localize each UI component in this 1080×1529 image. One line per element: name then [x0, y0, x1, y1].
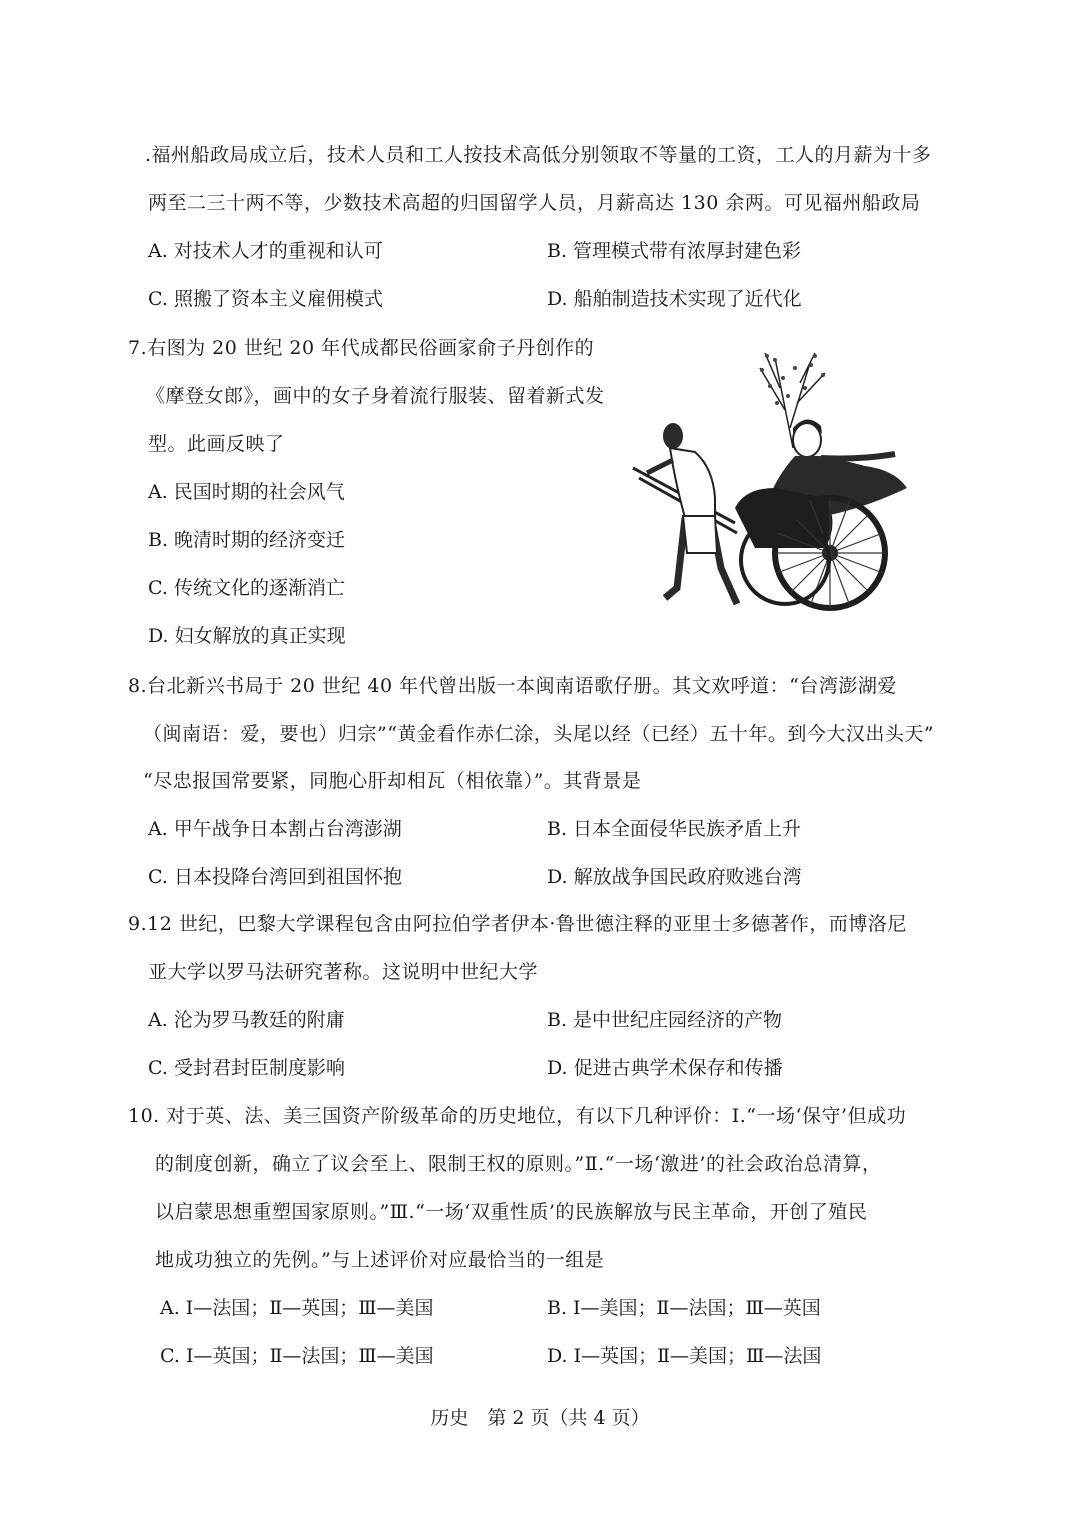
q7-line-1: 7.右图为 20 世纪 20 年代成都民俗画家俞子丹创作的 — [128, 337, 595, 359]
q10-line-1: 10. 对于英、法、美三国资产阶级革命的历史地位，有以下几种评价：Ⅰ.“一场‘保守’但成功 — [128, 1105, 907, 1127]
puller-shirt — [670, 448, 715, 518]
q9-line-2: 亚大学以罗马法研究著称。这说明中世纪大学 — [148, 961, 539, 983]
q7-option-c[interactable]: C. 传统文化的逐渐消亡 — [148, 577, 345, 599]
q9-option-c[interactable]: C. 受封君封臣制度影响 — [148, 1057, 345, 1079]
q10-option-d[interactable]: D. Ⅰ—英国；Ⅱ—美国；Ⅲ—法国 — [547, 1345, 822, 1367]
q10-option-a[interactable]: A. Ⅰ—法国；Ⅱ—英国；Ⅲ—美国 — [160, 1297, 434, 1319]
q10-line-4: 地成功独立的先例。”与上述评价对应最恰当的一组是 — [155, 1249, 605, 1271]
rickshaw-illustration — [625, 348, 915, 614]
q9-option-a[interactable]: A. 沦为罗马教廷的附庸 — [148, 1009, 345, 1031]
q8-line-3: “尽忠报国常要紧，同胞心肝却相瓦（相依靠）”。其背景是 — [143, 770, 642, 792]
q7-option-b[interactable]: B. 晚清时期的经济变迁 — [148, 529, 346, 551]
q9-option-d[interactable]: D. 促进古典学术保存和传播 — [547, 1057, 783, 1079]
q8-line-1: 8.台北新兴书局于 20 世纪 40 年代曾出版一本闽南语歌仔册。其文欢呼道：“台湾澎湖爱 — [128, 675, 897, 697]
q7-line-3: 型。此画反映了 — [148, 433, 285, 455]
q8-option-a[interactable]: A. 甲午战争日本割占台湾澎湖 — [148, 818, 402, 840]
q8-line-2: （闽南语：爱，要也）归宗”“黄金看作赤仁涂，头尾以经（已经）五十年。到今大汉出头天” — [143, 723, 935, 745]
q10-option-b[interactable]: B. Ⅰ—美国；Ⅱ—法国；Ⅲ—英国 — [547, 1297, 821, 1319]
q6-option-d[interactable]: D. 船舶制造技术实现了近代化 — [547, 288, 802, 310]
q9-line-1: 9.12 世纪，巴黎大学课程包含由阿拉伯学者伊本·鲁世德注释的亚里士多德著作，而博洛尼 — [128, 913, 907, 935]
q6-option-b[interactable]: B. 管理模式带有浓厚封建色彩 — [547, 240, 802, 262]
blossom-icon — [760, 354, 825, 405]
page-footer: 历史 第 2 页（共 4 页） — [430, 1407, 650, 1429]
q7-line-2: 《摩登女郎》，画中的女子身着流行服装、留着新式发 — [146, 385, 605, 407]
q10-option-c[interactable]: C. Ⅰ—英国；Ⅱ—法国；Ⅲ—美国 — [160, 1345, 434, 1367]
q6-line-2: 两至二三十两不等，少数技术高超的归国留学人员，月薪高达 130 余两。可见福州船政局 — [148, 192, 921, 214]
q9-option-b[interactable]: B. 是中世纪庄园经济的产物 — [547, 1009, 783, 1031]
q7-option-a[interactable]: A. 民国时期的社会风气 — [148, 481, 345, 503]
q10-line-3: 以启蒙思想重塑国家原则。”Ⅲ.“一场‘双重性质’的民族解放与民主革命，开创了殖民 — [155, 1201, 868, 1223]
q8-option-b[interactable]: B. 日本全面侵华民族矛盾上升 — [547, 818, 802, 840]
q7-option-d[interactable]: D. 妇女解放的真正实现 — [148, 625, 346, 647]
q6-option-c[interactable]: C. 照搬了资本主义雇佣模式 — [148, 288, 383, 310]
q8-option-d[interactable]: D. 解放战争国民政府败逃台湾 — [547, 866, 802, 888]
q6-line-1: .福州船政局成立后，技术人员和工人按技术高低分别领取不等量的工资，工人的月薪为十多 — [145, 144, 932, 166]
q6-option-a[interactable]: A. 对技术人才的重视和认可 — [148, 240, 383, 262]
puller-head — [663, 423, 683, 449]
q8-option-c[interactable]: C. 日本投降台湾回到祖国怀抱 — [148, 866, 402, 888]
q10-line-2: 的制度创新，确立了议会至上、限制王权的原则。”Ⅱ.“一场‘激进’的社会政治总清算， — [155, 1153, 882, 1175]
